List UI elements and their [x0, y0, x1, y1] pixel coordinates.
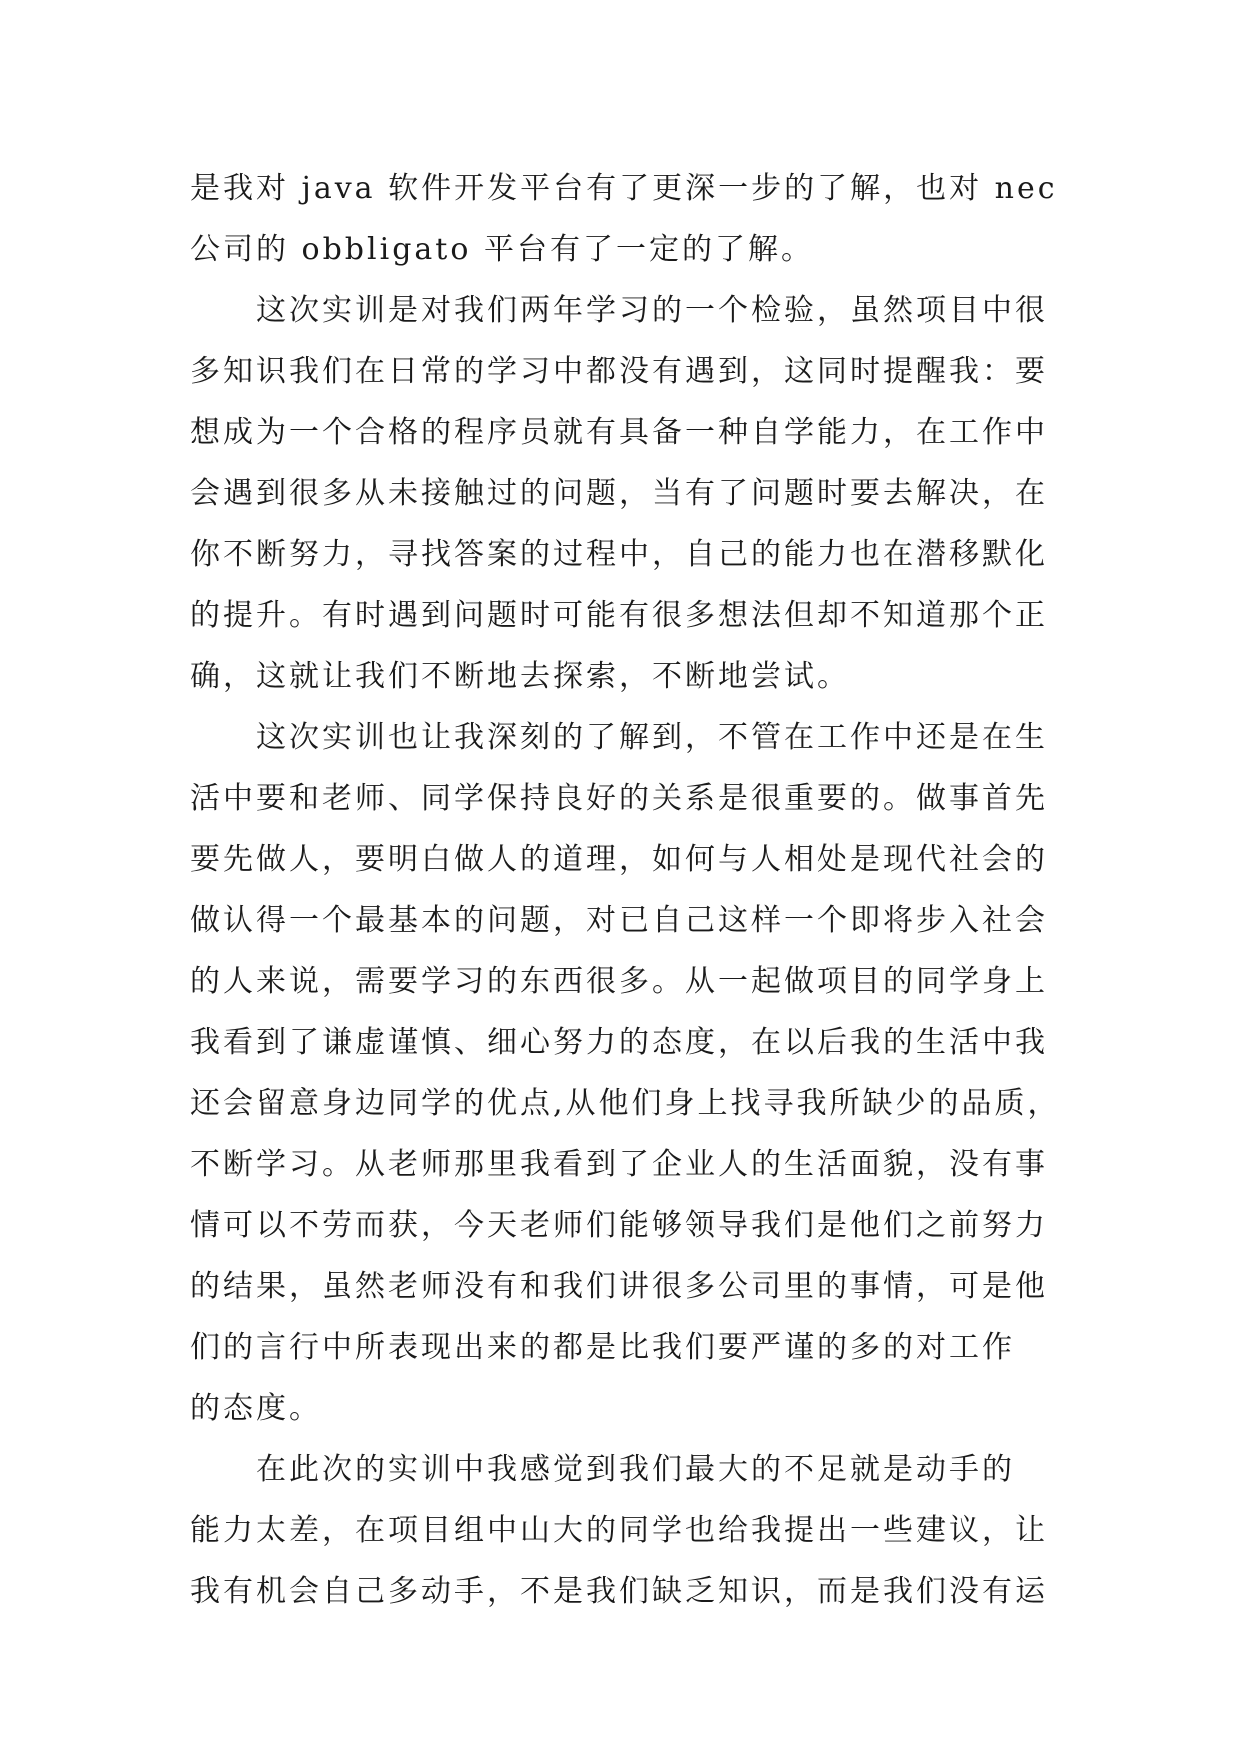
text-line: 公司的 obbligato 平台有了一定的了解。	[190, 232, 814, 267]
text-line: 能力太差，在项目组中山大的同学也给我提出一些建议，让	[190, 1513, 1048, 1548]
text-line: 想成为一个合格的程序员就有具备一种自学能力，在工作中	[190, 415, 1048, 450]
text-line: 要先做人，要明白做人的道理，如何与人相处是现代社会的	[190, 842, 1048, 877]
text-line: 的态度。	[190, 1391, 322, 1426]
paragraph-3	[190, 707, 1061, 1439]
text-line: 在此次的实训中我感觉到我们最大的不足就是动手的	[190, 1452, 1015, 1487]
text-line: 这次实训是对我们两年学习的一个检验，虽然项目中很	[190, 293, 1048, 328]
text-line: 们的言行中所表现出来的都是比我们要严谨的多的对工作	[190, 1330, 1015, 1365]
text-line: 做认得一个最基本的问题，对已自己这样一个即将步入社会	[190, 903, 1048, 938]
text-line: 多知识我们在日常的学习中都没有遇到，这同时提醒我：要	[190, 354, 1048, 389]
text-line: 我有机会自己多动手，不是我们缺乏知识，而是我们没有运	[190, 1574, 1048, 1609]
text-line: 你不断努力，寻找答案的过程中，自己的能力也在潜移默化	[190, 537, 1048, 572]
text-line: 的人来说，需要学习的东西很多。从一起做项目的同学身上	[190, 964, 1048, 999]
text-line: 情可以不劳而获，今天老师们能够领导我们是他们之前努力	[190, 1208, 1048, 1243]
text-line: 是我对 java 软件开发平台有了更深一步的了解，也对 nec	[190, 171, 1058, 206]
text-line: 的结果，虽然老师没有和我们讲很多公司里的事情，可是他	[190, 1269, 1048, 1304]
text-line: 确，这就让我们不断地去探索，不断地尝试。	[190, 659, 850, 694]
document-body	[190, 158, 1061, 1622]
text-line: 的提升。有时遇到问题时可能有很多想法但却不知道那个正	[190, 598, 1048, 633]
paragraph-2	[190, 280, 1054, 707]
text-line: 不断学习。从老师那里我看到了企业人的生活面貌，没有事	[190, 1147, 1048, 1182]
text-line: 活中要和老师、同学保持良好的关系是很重要的。做事首先	[190, 781, 1048, 816]
text-line: 我看到了谦虚谨慎、细心努力的态度，在以后我的生活中我	[190, 1025, 1048, 1060]
paragraph-1	[190, 158, 1058, 280]
text-line: 这次实训也让我深刻的了解到，不管在工作中还是在生	[190, 720, 1048, 755]
text-line: 还会留意身边同学的优点,从他们身上找寻我所缺少的品质，	[190, 1086, 1061, 1121]
text-line: 会遇到很多从未接触过的问题，当有了问题时要去解决，在	[190, 476, 1048, 511]
paragraph-4	[190, 1439, 1054, 1622]
